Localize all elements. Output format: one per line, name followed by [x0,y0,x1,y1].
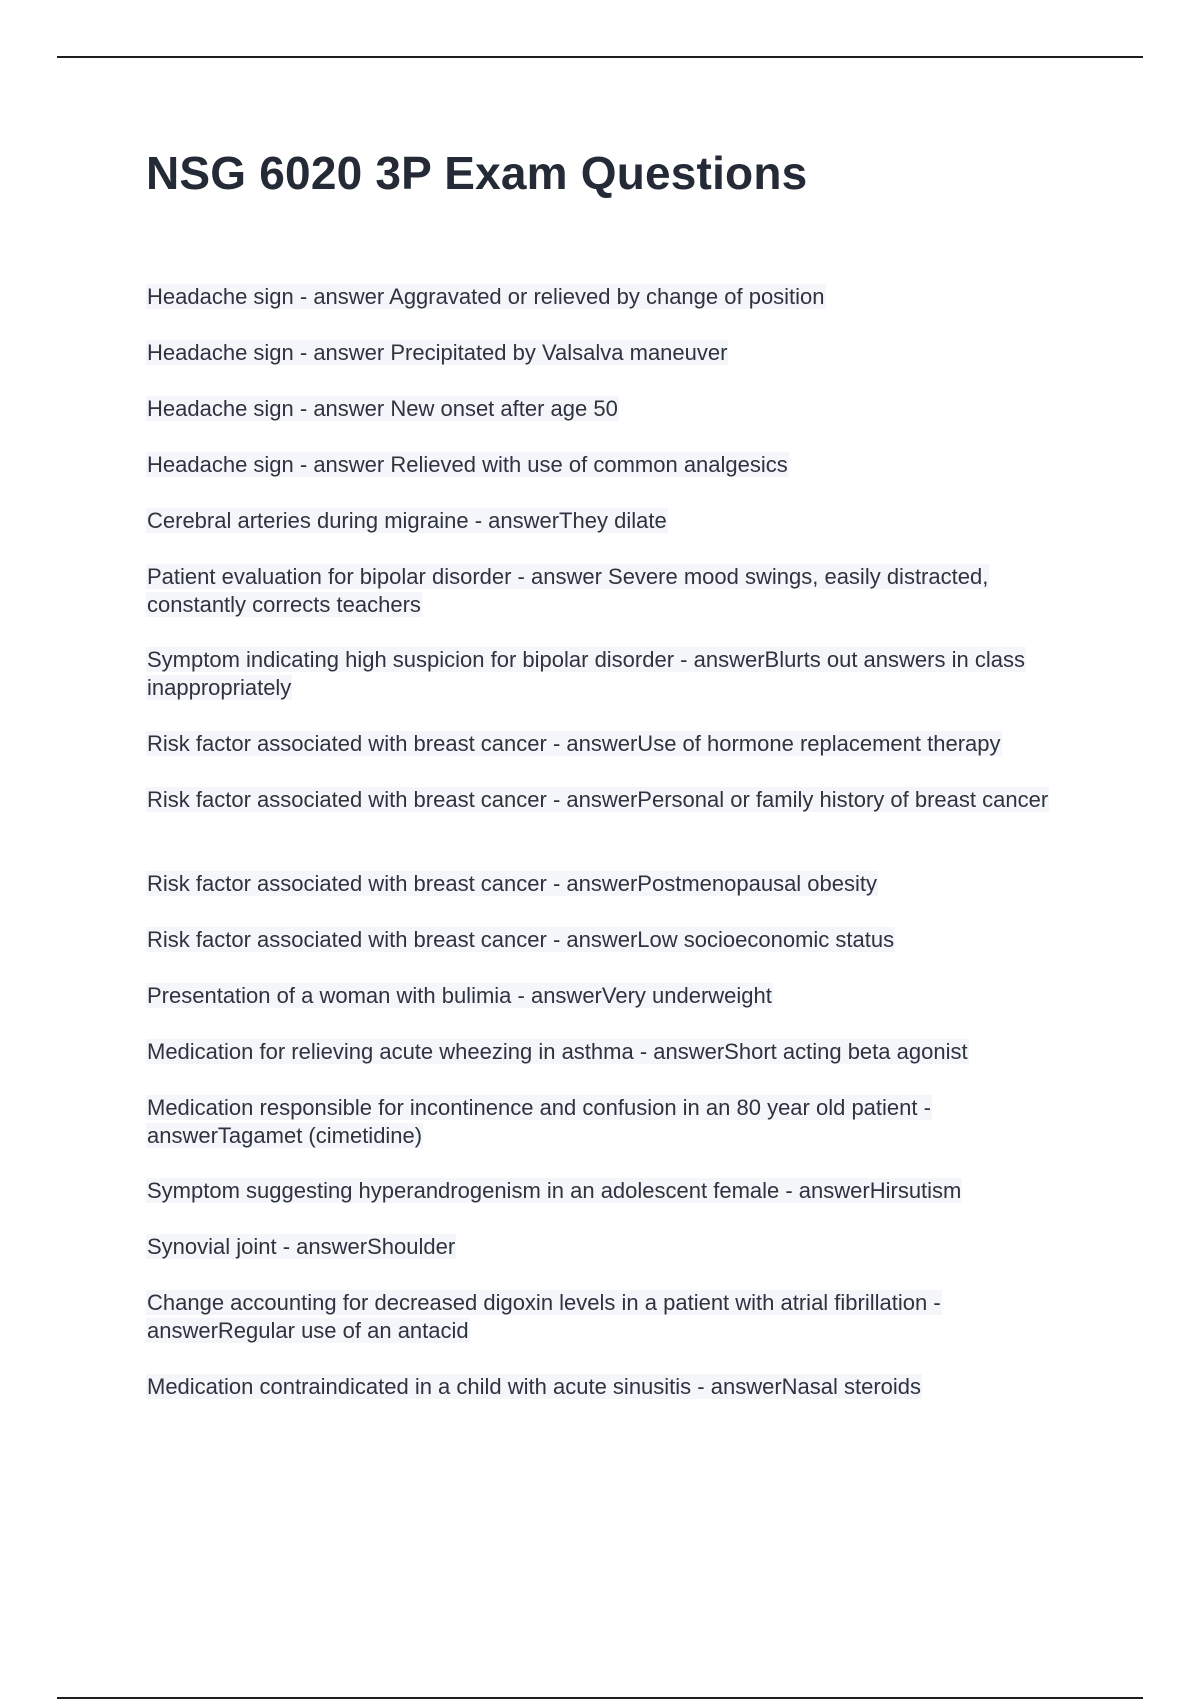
list-item: Risk factor associated with breast cancer - answerLow socioeconomic status [147,927,895,952]
list-item: Symptom indicating high suspicion for bipolar disorder - answerBlurts out answers in class inappropriately [147,647,1025,700]
list-item: Risk factor associated with breast cancer - answerPersonal or family history of breast cancer [147,787,1049,812]
list-item: Medication for relieving acute wheezing in asthma - answerShort acting beta agonist [147,1039,968,1064]
list-item: Change accounting for decreased digoxin levels in a patient with atrial fibrillation - answerRegular use of an antacid [147,1290,941,1343]
list-item: Headache sign - answer New onset after age 50 [147,396,618,421]
list-item: Headache sign - answer Aggravated or relieved by change of position [147,284,825,309]
qa-list [146,283,1091,1429]
list-item: Headache sign - answer Precipitated by Valsalva maneuver [147,340,728,365]
page-title: NSG 6020 3P Exam Questions [146,147,808,199]
list-item: Symptom suggesting hyperandrogenism in an adolescent female - answerHirsutism [147,1178,962,1203]
bottom-rule [57,1697,1143,1699]
list-item: Risk factor associated with breast cancer - answerUse of hormone replacement therapy [147,731,1001,756]
top-rule [57,56,1143,58]
list-item: Cerebral arteries during migraine - answerThey dilate [147,508,667,533]
list-item: Headache sign - answer Relieved with use of common analgesics [147,452,788,477]
list-item: Synovial joint - answerShoulder [147,1234,456,1259]
list-item: Medication contraindicated in a child with acute sinusitis - answerNasal steroids [147,1374,922,1399]
list-item: Presentation of a woman with bulimia - answerVery underweight [147,983,772,1008]
list-item: Patient evaluation for bipolar disorder - answer Severe mood swings, easily distracted, constantly corrects teachers [147,564,989,617]
list-item: Risk factor associated with breast cancer - answerPostmenopausal obesity [147,871,878,896]
list-item: Medication responsible for incontinence and confusion in an 80 year old patient - answerTagamet (cimetidine) [147,1095,931,1148]
